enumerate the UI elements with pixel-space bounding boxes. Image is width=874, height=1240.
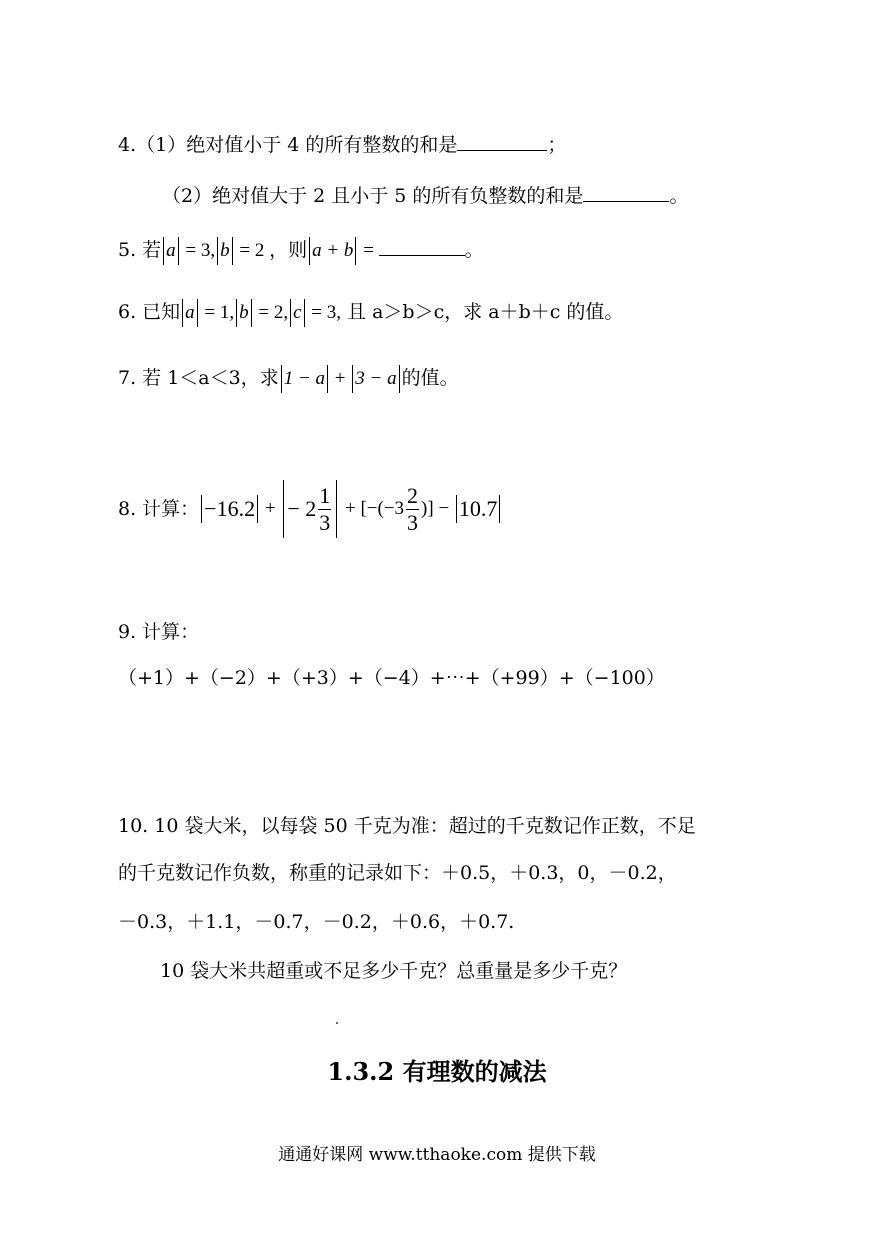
q8-fraction-2 bbox=[406, 483, 419, 536]
fraction-numerator: 2 bbox=[407, 482, 419, 508]
q5-eq1: = 3, bbox=[180, 240, 216, 261]
q8-plus-1: + bbox=[260, 498, 281, 519]
question-7 bbox=[118, 364, 459, 393]
q10-line-4: 10 袋大米共超重或不足多少千克？总重量是多少千克？ bbox=[160, 960, 628, 982]
question-8 bbox=[118, 478, 502, 538]
q9-expression: （+1）+（−2）+（+3）+（−4）+⋯+（+99）+（−100） bbox=[118, 667, 665, 689]
q8-close: )] − bbox=[421, 498, 454, 519]
question-10-line-3 bbox=[118, 908, 514, 936]
q7-plus: + bbox=[330, 368, 351, 389]
fraction-denominator: 3 bbox=[319, 509, 331, 535]
q4-part2-end: 。 bbox=[669, 185, 689, 207]
question-9-label bbox=[118, 618, 199, 646]
question-4-part-2 bbox=[162, 181, 688, 210]
q8-mixed-int: − 2 bbox=[287, 496, 317, 521]
question-4-part-1 bbox=[118, 130, 566, 159]
question-10-line-4 bbox=[160, 957, 627, 985]
q6-eq3: = 3, bbox=[306, 302, 342, 323]
q6-eq1: = 1, bbox=[199, 302, 235, 323]
answer-blank bbox=[457, 130, 547, 151]
q5-eq3: = bbox=[358, 240, 379, 261]
q8-prefix: 8. 计算： bbox=[118, 498, 200, 520]
question-10-line-2 bbox=[118, 859, 677, 887]
q9-label: 9. 计算： bbox=[118, 621, 200, 643]
section-title: 1.3.2 有理数的减法 bbox=[327, 1057, 547, 1086]
q6-var-a: a bbox=[185, 302, 195, 323]
q8-value-1: −16.2 bbox=[204, 496, 256, 521]
fraction-numerator: 1 bbox=[319, 482, 331, 508]
q6-var-c: c bbox=[293, 302, 302, 323]
q8-value-4: 10.7 bbox=[458, 496, 498, 521]
q6-eq2: = 2, bbox=[253, 302, 289, 323]
question-9-expression bbox=[118, 664, 665, 692]
q8-fraction-1 bbox=[318, 483, 331, 536]
q5-prefix: 5. 若 bbox=[118, 239, 162, 261]
q7-suffix: 的值。 bbox=[401, 367, 459, 389]
q7-term-2: 3 − a bbox=[355, 368, 397, 389]
q4-part1-end: ； bbox=[547, 134, 567, 156]
q10-line-1: 10. 10 袋大米，以每袋 50 千克为准：超过的千克数记作正数，不足 bbox=[118, 815, 696, 837]
q6-text: 且 a＞b＞c，求 a＋b＋c 的值。 bbox=[341, 301, 624, 323]
q8-plus-2: + [−(−3 bbox=[340, 498, 405, 519]
answer-blank bbox=[379, 235, 465, 256]
q4-part1-text: 4.（1）绝对值小于 4 的所有整数的和是 bbox=[118, 134, 458, 156]
q5-eq2: = 2 ，则 bbox=[234, 240, 308, 261]
q6-var-b: b bbox=[239, 302, 249, 323]
question-6 bbox=[118, 298, 623, 327]
answer-blank bbox=[583, 181, 669, 202]
q7-prefix: 7. 若 1＜a＜3，求 bbox=[118, 367, 279, 389]
q5-a-plus-b: a + b bbox=[312, 240, 354, 261]
q4-part2-text: （2）绝对值大于 2 且小于 5 的所有负整数的和是 bbox=[162, 185, 584, 207]
q10-line-3: －0.3，＋1.1，－0.7，－0.2，＋0.6，＋0.7. bbox=[118, 911, 515, 933]
q5-var-a: a bbox=[166, 240, 176, 261]
question-5 bbox=[118, 235, 484, 265]
footer: 通通好课网 www.tthaoke.com 提供下载 bbox=[278, 1145, 596, 1165]
q6-prefix: 6. 已知 bbox=[118, 301, 181, 323]
stray-dot bbox=[336, 1022, 338, 1024]
fraction-denominator: 3 bbox=[407, 509, 419, 535]
question-10-line-1 bbox=[118, 812, 696, 840]
q5-var-b: b bbox=[220, 240, 230, 261]
q5-end: 。 bbox=[464, 239, 484, 261]
q10-line-2: 的千克数记作负数，称重的记录如下：＋0.5，＋0.3，0，－0.2， bbox=[118, 862, 677, 884]
q7-term-1: 1 − a bbox=[283, 368, 326, 389]
